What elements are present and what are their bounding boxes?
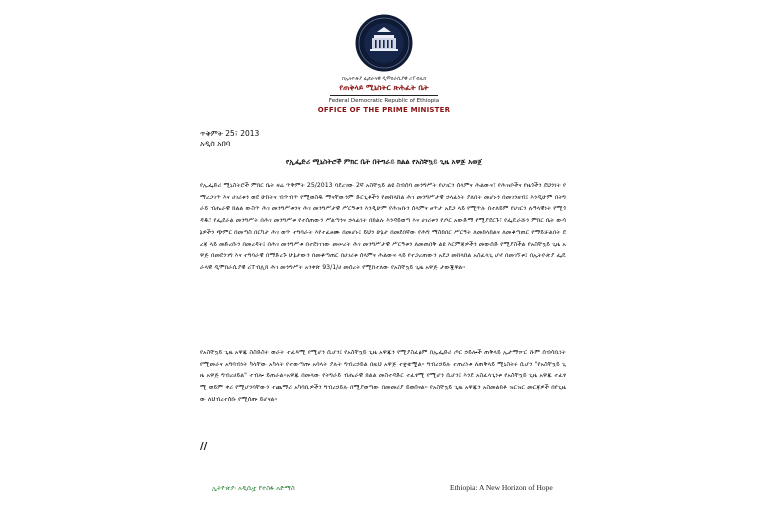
letterhead-english-office: OFFICE OF THE PRIME MINISTER bbox=[317, 106, 451, 114]
release-city: አዲስ አበባ bbox=[200, 139, 231, 148]
letterhead-amharic-office: የጠቅላይ ሚኒስትር ጽሕፈት ቤት bbox=[339, 83, 429, 92]
letterhead-english-country: Federal Democratic Republic of Ethiopia bbox=[328, 98, 440, 104]
letterhead-divider bbox=[330, 95, 438, 96]
footer-english-slogan: Ethiopia: A New Horizon of Hope bbox=[450, 483, 553, 492]
body-paragraph-2: የአስቸኳይ ጊዜ አዋጁ ስስድስት ወራት ተፈጻሚ የሚሆን ሲሆን፤ የአስቸኳይ ጊዜ አዋጁን የሚያስፈፅም በኢፌድሪ ጦር ኃይሎች ጠቅላይ ኢታማዦር ሹም ሰብሳቢነት የሚመራና አግባብነት ካላቸው አካላት የተውጣጡ አባላት ያሉት ግብረኃይል በዚህ አዋጅ ተቋቁሟል። ግብረኃይሉ ተጠሪነቱ ለጠቅላይ ሚኒስትሩ ሲሆን "የአስቸኳይ ጊዜ አዋጅ ግብረሀይል" ተብሎ ይጠራል።አዋጁ በመላው የትግራይ ብሔራዊ ክልል መስተዳድር ተፈፃሚ የሚሆን ሲሆን፤ እንደ አስፈላጊነቱ የአስቸኳይ ጊዜ አዋጁ ተፈፃሚ ወይም ቀሪ የሚሆንባቸውን ተጨማሪ አካባቢዎችን ግብረኃይሉ በሚያወጣው በመመሪያ ይወሰናል። የአስቸኳይ ጊዜ አዋጁን አስመልክቶ ዝርዝር መርጃዎች በየጊዜው ለህብረተሰቡ የሚሰጡ ይሆናል። bbox=[200, 349, 566, 403]
letterhead-amharic-country: በኢትዮጵያ ፌደራላዊ ዲሞክራሲያዊ ሪፐብሊክ bbox=[341, 76, 427, 82]
release-date: ጥቅምት 25፣ 2013 bbox=[200, 129, 260, 138]
release-title: የኢፌድሪ ሚኒስትሮች ምክር ቤት በትግራይ ክልል የአስቸኳይ ጊዜ አዋጅ አወጀ bbox=[285, 158, 483, 166]
end-mark: // bbox=[200, 441, 208, 452]
footer-amharic-slogan: ኢትዮጵያ፡ አዲሲቷ የተስፋ አድማስ bbox=[212, 484, 295, 492]
prime-minister-seal-icon bbox=[355, 14, 413, 72]
body-paragraph-1: የኢፌድሪ ሚኒስትሮች ምክር ቤት ዛሬ ጥቅምት 25/2013 ባደረገው 2ኛ አስቸኳይ ልዩ ስብሰባ መንግሥት የሀገርን ሰላምና ሕልውና፣ የሕዝቦችና የዜጎችን ደህንነት የማረጋገጥ እና ሀገሪቱን ወደ ሁከትና ብጥብጥ የሚወስዱ ማናቸውንም ድርጊቶችን የመከላከል ሕገ መንግሥታዊ ኃላፊነት ያለበት መሆኑን በመገንዘብ፤ እንዲሁም በትግራይ ብሔራዊ ክልል ውስጥ ሕገ መንግሥቱንና ሕገ መንግሥታዊ ሥርዓቱን እንዲሁም የሕዝቡን ሰላምና ፀጥታ አደጋ ላይ የሚጥሉ በተለይም የሀገርን ሉዓላዊነት የሚጎዳዱ፣ የፌደራል መንግሥት በሕገ መንግሥቱ የተሰጠውን ሥልጣንና ኃላፊነት በክልሉ እንዳይወጣ እና ሀገሪቱን የጦር አውድማ የሚያደርጉ፣ የፌዴራሹን ምክር ቤት ውሳኔዎችን ጭምር በመጣስ በርካታ ሕገ ወጥ ተግባራት እየተፈፀሙ በመሆኑ፤ ይህን ሁኔታ በመደበኛው የሕግ ማስከበር ሥርዓት ለመከላከልና ለመቆጣጠር የማይቻልበት ደረጃ ላይ መድረሱን በመረዳት፤ በሕገ መንግሥቱ በተደነገገው መሠረት ሕገ መንግሥታዊ ሥርዓቱን ለመጠበቅ ልዩ እርምጃዎችን መውሰድ የሚያስችል የአስቸኳይ ጊዜ አዋጅ በመደንገግ እና ተግባራዊ በማድረጉ ሁኔታውን በመቆጣጠር በሀገሪቱ ሰላምና ሕልውና ላይ የተጋረጠውን አደጋ መከላከል አስፈላጊ ሆኖ በመገኘቱ፤ በኢትዮጵያ ፌዴራላዊ ዲሞክራሲያዊ ሪፐብሊክ ሕገ መንግሥት አንቀጽ 93/1/ሀ መሰረት የሚከተለው የአስቸኳይ ጊዜ አዋጅ ታውጇዋል። bbox=[200, 182, 566, 271]
